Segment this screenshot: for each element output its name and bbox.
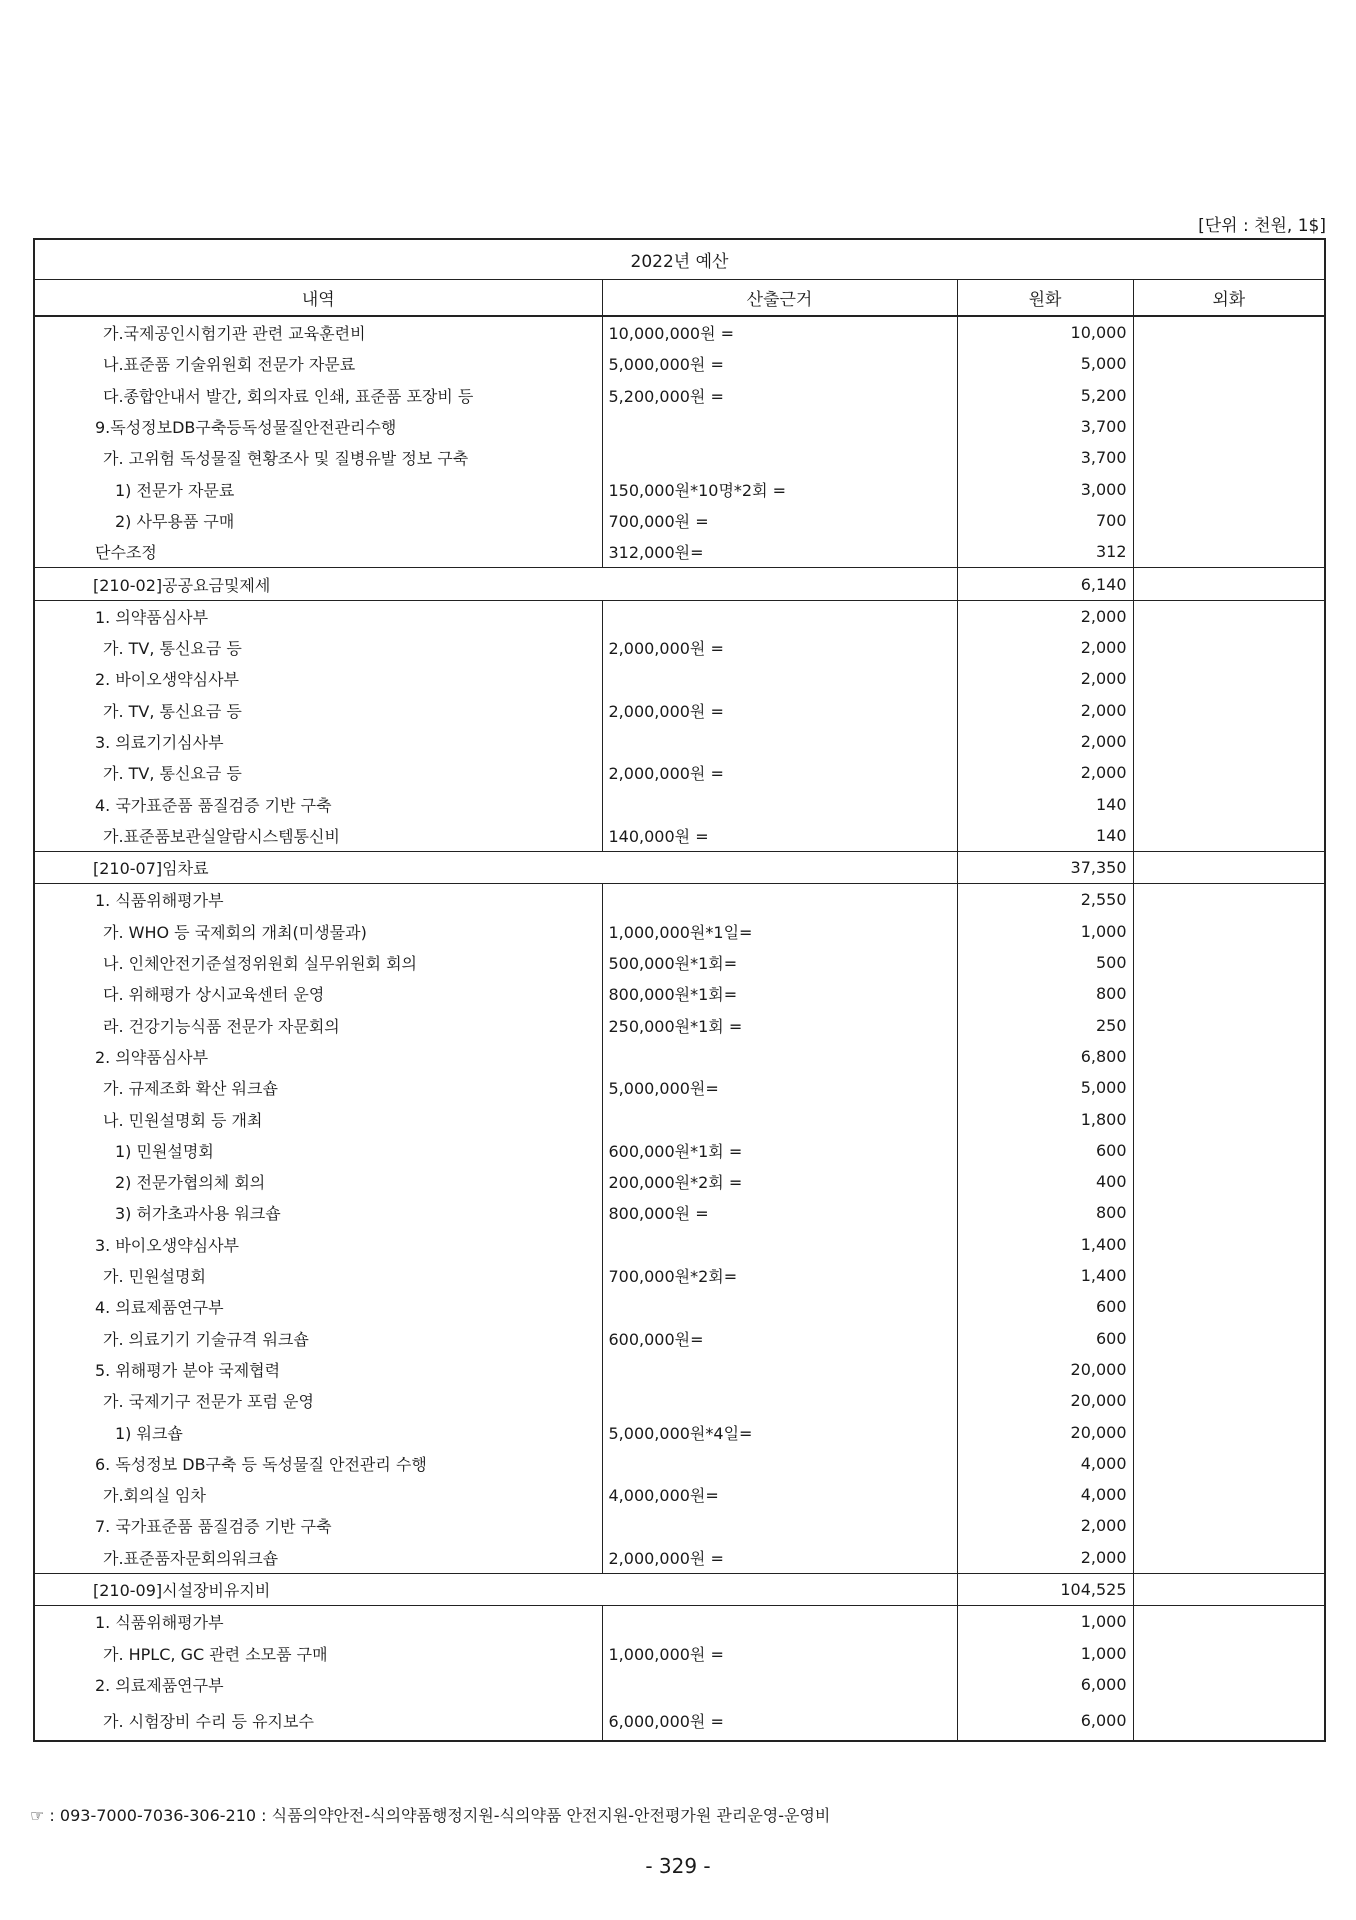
basis-cell — [602, 442, 957, 473]
krw-cell: 2,000 — [957, 757, 1133, 788]
krw-cell: 6,000 — [957, 1700, 1133, 1741]
table-row — [34, 536, 1325, 568]
table-row — [34, 1479, 1325, 1510]
krw-cell: 1,000 — [957, 1637, 1133, 1668]
krw-cell: 5,200 — [957, 380, 1133, 411]
basis-cell: 2,000,000원 = — [602, 695, 957, 726]
krw-cell: 1,000 — [957, 1606, 1133, 1638]
table-row — [34, 916, 1325, 947]
table-row — [34, 1229, 1325, 1260]
krw-cell: 5,000 — [957, 348, 1133, 379]
section-label: [210-02]공공요금및제세 — [34, 568, 957, 600]
krw-cell: 104,525 — [957, 1573, 1133, 1605]
krw-cell: 700 — [957, 505, 1133, 536]
basis-cell — [602, 1606, 957, 1638]
basis-cell — [602, 600, 957, 632]
item-cell: 2. 의약품심사부 — [34, 1041, 602, 1072]
basis-cell: 5,200,000원 = — [602, 380, 957, 411]
item-cell: 가. 국제기구 전문가 포럼 운영 — [34, 1385, 602, 1416]
page-number: - 329 - — [645, 1854, 711, 1878]
foreign-cell — [1133, 442, 1325, 473]
table-row — [34, 1700, 1325, 1741]
krw-cell: 2,000 — [957, 632, 1133, 663]
basis-cell: 140,000원 = — [602, 820, 957, 852]
item-cell: 가. WHO 등 국제회의 개최(미생물과) — [34, 916, 602, 947]
item-cell: 5. 위해평가 분야 국제협력 — [34, 1354, 602, 1385]
basis-cell — [602, 726, 957, 757]
table-row — [34, 1542, 1325, 1574]
item-cell: 가. TV, 통신요금 등 — [34, 757, 602, 788]
item-cell: 다. 위해평가 상시교육센터 운영 — [34, 978, 602, 1009]
item-cell: 다.종합안내서 발간, 회의자료 인쇄, 표준품 포장비 등 — [34, 380, 602, 411]
krw-cell: 400 — [957, 1166, 1133, 1197]
table-row — [34, 695, 1325, 726]
foreign-cell — [1133, 1448, 1325, 1479]
krw-cell: 800 — [957, 1197, 1133, 1228]
krw-cell: 6,140 — [957, 568, 1133, 600]
basis-cell — [602, 1510, 957, 1541]
krw-cell: 140 — [957, 788, 1133, 819]
section-label: [210-09]시설장비유지비 — [34, 1573, 957, 1605]
basis-cell: 1,000,000원*1일= — [602, 916, 957, 947]
table-row — [34, 1135, 1325, 1166]
table-row — [34, 663, 1325, 694]
foreign-cell — [1133, 1291, 1325, 1322]
basis-cell: 5,000,000원 = — [602, 348, 957, 379]
item-cell: 가.표준품보관실알람시스템통신비 — [34, 820, 602, 852]
foreign-cell — [1133, 884, 1325, 916]
foreign-cell — [1133, 505, 1325, 536]
basis-cell: 800,000원*1회= — [602, 978, 957, 1009]
table-row — [34, 316, 1325, 348]
table-row — [34, 788, 1325, 819]
item-cell: 2. 바이오생약심사부 — [34, 663, 602, 694]
foreign-cell — [1133, 1197, 1325, 1228]
table-row — [34, 947, 1325, 978]
foreign-cell — [1133, 411, 1325, 442]
basis-cell: 4,000,000원= — [602, 1479, 957, 1510]
table-row — [34, 411, 1325, 442]
item-cell: 나. 민원설명회 등 개최 — [34, 1103, 602, 1134]
item-cell: 가. 의료기기 기술규격 워크숍 — [34, 1323, 602, 1354]
krw-cell: 600 — [957, 1135, 1133, 1166]
table-row — [34, 1260, 1325, 1291]
krw-cell: 4,000 — [957, 1479, 1133, 1510]
foreign-cell — [1133, 380, 1325, 411]
krw-cell: 6,800 — [957, 1041, 1133, 1072]
foreign-cell — [1133, 348, 1325, 379]
basis-cell: 5,000,000원= — [602, 1072, 957, 1103]
basis-cell: 500,000원*1회= — [602, 947, 957, 978]
krw-cell: 1,400 — [957, 1260, 1133, 1291]
item-cell: 가. 고위험 독성물질 현황조사 및 질병유발 정보 구축 — [34, 442, 602, 473]
foreign-cell — [1133, 788, 1325, 819]
foreign-cell — [1133, 947, 1325, 978]
section-row — [34, 1573, 1325, 1605]
krw-cell: 2,550 — [957, 884, 1133, 916]
item-cell: 라. 건강기능식품 전문가 자문회의 — [34, 1010, 602, 1041]
basis-cell — [602, 1041, 957, 1072]
foreign-cell — [1133, 1416, 1325, 1447]
krw-cell: 1,800 — [957, 1103, 1133, 1134]
basis-cell: 700,000원*2회= — [602, 1260, 957, 1291]
foreign-cell — [1133, 1573, 1325, 1605]
basis-cell: 200,000원*2회 = — [602, 1166, 957, 1197]
foreign-cell — [1133, 1479, 1325, 1510]
krw-cell: 600 — [957, 1323, 1133, 1354]
basis-cell: 1,000,000원 = — [602, 1637, 957, 1668]
foreign-cell — [1133, 916, 1325, 947]
krw-cell: 5,000 — [957, 1072, 1133, 1103]
basis-cell: 600,000원= — [602, 1323, 957, 1354]
foreign-cell — [1133, 1354, 1325, 1385]
item-cell: 3. 바이오생약심사부 — [34, 1229, 602, 1260]
foreign-cell — [1133, 1637, 1325, 1668]
krw-cell: 500 — [957, 947, 1133, 978]
basis-cell — [602, 1448, 957, 1479]
foreign-cell — [1133, 1385, 1325, 1416]
basis-cell: 6,000,000원 = — [602, 1700, 957, 1741]
table-row — [34, 884, 1325, 916]
krw-cell: 3,700 — [957, 411, 1133, 442]
basis-cell — [602, 788, 957, 819]
basis-cell — [602, 1291, 957, 1322]
krw-cell: 20,000 — [957, 1416, 1133, 1447]
foreign-cell — [1133, 820, 1325, 852]
basis-cell — [602, 663, 957, 694]
foreign-cell — [1133, 1072, 1325, 1103]
krw-cell: 3,700 — [957, 442, 1133, 473]
basis-cell — [602, 411, 957, 442]
krw-cell: 20,000 — [957, 1354, 1133, 1385]
item-cell: 가. HPLC, GC 관련 소모품 구매 — [34, 1637, 602, 1668]
foreign-cell — [1133, 1041, 1325, 1072]
foreign-cell — [1133, 1135, 1325, 1166]
krw-cell: 3,000 — [957, 473, 1133, 504]
foreign-cell — [1133, 978, 1325, 1009]
basis-cell — [602, 1103, 957, 1134]
foreign-cell — [1133, 632, 1325, 663]
year-header: 2022년 예산 — [34, 239, 1325, 280]
krw-cell: 2,000 — [957, 1542, 1133, 1574]
foreign-cell — [1133, 1229, 1325, 1260]
item-cell: 1) 민원설명회 — [34, 1135, 602, 1166]
foreign-cell — [1133, 536, 1325, 568]
item-cell: 가.국제공인시험기관 관련 교육훈련비 — [34, 316, 602, 348]
table-row — [34, 1103, 1325, 1134]
table-row — [34, 820, 1325, 852]
foreign-cell — [1133, 663, 1325, 694]
item-cell: 4. 의료제품연구부 — [34, 1291, 602, 1322]
item-cell: 가. TV, 통신요금 등 — [34, 695, 602, 726]
basis-cell: 800,000원 = — [602, 1197, 957, 1228]
table-row — [34, 1010, 1325, 1041]
basis-cell — [602, 884, 957, 916]
table-row — [34, 442, 1325, 473]
table-row — [34, 1669, 1325, 1700]
table-row — [34, 1448, 1325, 1479]
table-row — [34, 505, 1325, 536]
foreign-cell — [1133, 1606, 1325, 1638]
krw-cell: 312 — [957, 536, 1133, 568]
foreign-cell — [1133, 1010, 1325, 1041]
foreign-cell — [1133, 568, 1325, 600]
foreign-cell — [1133, 473, 1325, 504]
table-row — [34, 1166, 1325, 1197]
section-row — [34, 568, 1325, 600]
basis-cell — [602, 1385, 957, 1416]
krw-cell: 6,000 — [957, 1669, 1133, 1700]
table-row — [34, 1606, 1325, 1638]
table-row — [34, 978, 1325, 1009]
item-cell: 가.표준품자문회의워크숍 — [34, 1542, 602, 1574]
krw-cell: 37,350 — [957, 852, 1133, 884]
table-row — [34, 380, 1325, 411]
item-cell: 6. 독성정보 DB구축 등 독성물질 안전관리 수행 — [34, 1448, 602, 1479]
basis-cell — [602, 1229, 957, 1260]
item-cell: 1) 워크숍 — [34, 1416, 602, 1447]
foreign-cell — [1133, 1700, 1325, 1741]
basis-cell: 700,000원 = — [602, 505, 957, 536]
foreign-cell — [1133, 1510, 1325, 1541]
column-header-foreign: 외화 — [1133, 280, 1325, 317]
foreign-cell — [1133, 695, 1325, 726]
basis-cell: 10,000,000원 = — [602, 316, 957, 348]
table-row — [34, 757, 1325, 788]
column-header-item: 내역 — [34, 280, 602, 317]
krw-cell: 4,000 — [957, 1448, 1133, 1479]
krw-cell: 2,000 — [957, 663, 1133, 694]
krw-cell: 600 — [957, 1291, 1133, 1322]
krw-cell: 2,000 — [957, 600, 1133, 632]
foreign-cell — [1133, 1166, 1325, 1197]
foreign-cell — [1133, 1542, 1325, 1574]
item-cell: 나. 인체안전기준설정위원회 실무위원회 회의 — [34, 947, 602, 978]
basis-cell: 5,000,000원*4일= — [602, 1416, 957, 1447]
basis-cell: 250,000원*1회 = — [602, 1010, 957, 1041]
item-cell: 2. 의료제품연구부 — [34, 1669, 602, 1700]
table-row — [34, 1041, 1325, 1072]
budget-table — [33, 238, 1326, 1742]
section-row — [34, 852, 1325, 884]
basis-cell — [602, 1354, 957, 1385]
table-row — [34, 1197, 1325, 1228]
foreign-cell — [1133, 1103, 1325, 1134]
basis-cell: 2,000,000원 = — [602, 757, 957, 788]
section-label: [210-07]임차료 — [34, 852, 957, 884]
table-row — [34, 1385, 1325, 1416]
foreign-cell — [1133, 316, 1325, 348]
item-cell: 1. 의약품심사부 — [34, 600, 602, 632]
budget-rows — [34, 316, 1325, 1741]
krw-cell: 800 — [957, 978, 1133, 1009]
item-cell: 가.회의실 임차 — [34, 1479, 602, 1510]
table-row — [34, 348, 1325, 379]
column-header-basis: 산출근거 — [602, 280, 957, 317]
table-row — [34, 1072, 1325, 1103]
item-cell: 가. 시험장비 수리 등 유지보수 — [34, 1700, 602, 1741]
basis-cell: 2,000,000원 = — [602, 632, 957, 663]
item-cell: 가. TV, 통신요금 등 — [34, 632, 602, 663]
item-cell: 7. 국가표준품 품질검증 기반 구축 — [34, 1510, 602, 1541]
table-row — [34, 1323, 1325, 1354]
table-row — [34, 726, 1325, 757]
foreign-cell — [1133, 726, 1325, 757]
krw-cell: 2,000 — [957, 695, 1133, 726]
foreign-cell — [1133, 1669, 1325, 1700]
basis-cell: 2,000,000원 = — [602, 1542, 957, 1574]
krw-cell: 2,000 — [957, 1510, 1133, 1541]
item-cell: 가. 민원설명회 — [34, 1260, 602, 1291]
basis-cell: 600,000원*1회 = — [602, 1135, 957, 1166]
item-cell: 3. 의료기기심사부 — [34, 726, 602, 757]
foreign-cell — [1133, 600, 1325, 632]
unit-note: [단위 : 천원, 1$] — [1198, 216, 1326, 236]
item-cell: 나.표준품 기술위원회 전문가 자문료 — [34, 348, 602, 379]
foreign-cell — [1133, 1260, 1325, 1291]
item-cell: 9.독성정보DB구축등독성물질안전관리수행 — [34, 411, 602, 442]
krw-cell: 10,000 — [957, 316, 1133, 348]
table-row — [34, 1354, 1325, 1385]
column-header-krw: 원화 — [957, 280, 1133, 317]
item-cell: 1) 전문가 자문료 — [34, 473, 602, 504]
basis-cell: 312,000원= — [602, 536, 957, 568]
table-row — [34, 1510, 1325, 1541]
foreign-cell — [1133, 1323, 1325, 1354]
krw-cell: 1,000 — [957, 916, 1133, 947]
item-cell: 1. 식품위해평가부 — [34, 884, 602, 916]
foreign-cell — [1133, 757, 1325, 788]
foreign-cell — [1133, 852, 1325, 884]
krw-cell: 1,400 — [957, 1229, 1133, 1260]
basis-cell — [602, 1669, 957, 1700]
item-cell: 1. 식품위해평가부 — [34, 1606, 602, 1638]
item-cell: 2) 전문가협의체 회의 — [34, 1166, 602, 1197]
table-row — [34, 632, 1325, 663]
table-row — [34, 1291, 1325, 1322]
basis-cell: 150,000원*10명*2회 = — [602, 473, 957, 504]
krw-cell: 250 — [957, 1010, 1133, 1041]
krw-cell: 20,000 — [957, 1385, 1133, 1416]
table-row — [34, 1637, 1325, 1668]
item-cell: 단수조정 — [34, 536, 602, 568]
table-row — [34, 473, 1325, 504]
item-cell: 가. 규제조화 확산 워크숍 — [34, 1072, 602, 1103]
footnote: ☞ : 093-7000-7036-306-210 : 식품의약안전-식의약품행정지원-식의약품 안전지원-안전평가원 관리운영-운영비 — [30, 1806, 831, 1825]
table-row — [34, 1416, 1325, 1447]
table-row — [34, 600, 1325, 632]
krw-cell: 2,000 — [957, 726, 1133, 757]
item-cell: 4. 국가표준품 품질검증 기반 구축 — [34, 788, 602, 819]
item-cell: 2) 사무용품 구매 — [34, 505, 602, 536]
krw-cell: 140 — [957, 820, 1133, 852]
item-cell: 3) 허가초과사용 워크숍 — [34, 1197, 602, 1228]
